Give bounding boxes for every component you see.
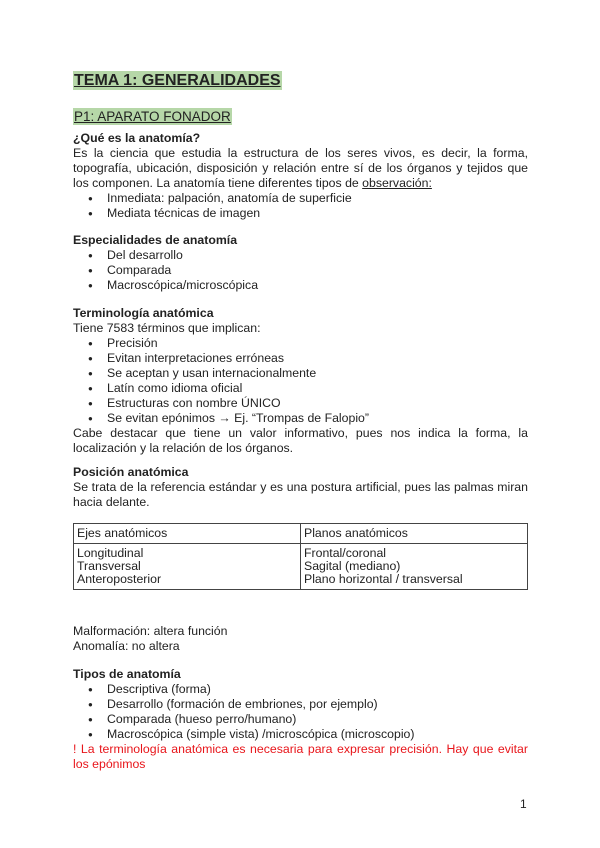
list-item: ● Comparada (hueso perro/humano) [107, 712, 528, 727]
list-item: ● Comparada [107, 263, 528, 278]
list-especialidades [73, 248, 528, 293]
list-item: ● Estructuras con nombre ÚNICO [107, 396, 528, 411]
section-tipos [73, 667, 528, 772]
ejes-planos-table [73, 523, 528, 590]
section-posicion [73, 465, 528, 510]
list-terminologia [73, 336, 528, 426]
list-item: ● Evitan interpretaciones erróneas [107, 351, 528, 366]
list-item: ● Inmediata: palpación, anatomía de superficie [107, 191, 528, 206]
list-item: ● Se evitan epónimos → Ej. “Trompas de Falopio” [107, 411, 528, 426]
list-item: ● Macroscópica (simple vista) /microscópica (microscopio) [107, 727, 528, 742]
terminologia-note: Cabe destacar que tiene un valor informativo, pues nos indica la forma, la localización y la relación de los órganos. [73, 426, 528, 455]
paragraph-posicion: Se trata de la referencia estándar y es una postura artificial, pues las palmas miran hacia delante. [73, 480, 528, 509]
table-header-cell: Planos anatómicos [301, 524, 528, 544]
section-que-es [73, 131, 528, 221]
section-malformacion [73, 624, 528, 654]
list-item: ● Descriptiva (forma) [107, 682, 528, 697]
heading-terminologia: Terminología anatómica [73, 306, 214, 320]
heading-que-es: ¿Qué es la anatomía? [73, 131, 201, 145]
heading-especialidades: Especialidades de anatomía [73, 233, 238, 247]
table-cell-planos: Frontal/coronal Sagital (mediano) Plano horizontal / transversal [301, 544, 528, 590]
table-header-cell: Ejes anatómicos [74, 524, 301, 544]
heading-posicion: Posición anatómica [73, 465, 189, 479]
list-item: ● Precisión [107, 336, 528, 351]
list-tipos [73, 682, 528, 742]
page-number: 1 [520, 797, 527, 811]
warning-note: ! La terminología anatómica es necesaria para expresar precisión. Hay que evitar los epónimos [73, 742, 528, 771]
list-item: ● Macroscópica/microscópica [107, 278, 528, 293]
section-terminologia [73, 306, 528, 456]
list-item: ● Del desarrollo [107, 248, 528, 263]
table-row [74, 544, 528, 590]
terminologia-intro: Tiene 7583 términos que implican: [73, 321, 261, 335]
section-especialidades [73, 233, 528, 293]
list-observacion [73, 191, 528, 221]
list-item: ● Mediata técnicas de imagen [107, 206, 528, 221]
list-item: ● Desarrollo (formación de embriones, por ejemplo) [107, 697, 528, 712]
heading-tipos: Tipos de anatomía [73, 667, 181, 681]
list-item: ● Se aceptan y usan internacionalmente [107, 366, 528, 381]
list-item: ● Latín como idioma oficial [107, 381, 528, 396]
page-title: TEMA 1: GENERALIDADES [74, 72, 281, 89]
paragraph-que-es: Es la ciencia que estudia la estructura de los seres vivos, es decir, la forma, topografía, ubicación, disposición y relación entre sí de los órganos y tejidos que los componen. La anatomía tiene diferentes tipos de observación: [73, 146, 528, 190]
anomalia-text: Anomalía: no altera [73, 639, 180, 653]
malformacion-text: Malformación: altera función [73, 624, 228, 638]
table-header-row [74, 524, 528, 544]
section-title: P1: APARATO FONADOR [74, 109, 231, 124]
observacion-underlined: observación: [362, 176, 432, 190]
table-cell-ejes: Longitudinal Transversal Anteroposterior [74, 544, 301, 590]
